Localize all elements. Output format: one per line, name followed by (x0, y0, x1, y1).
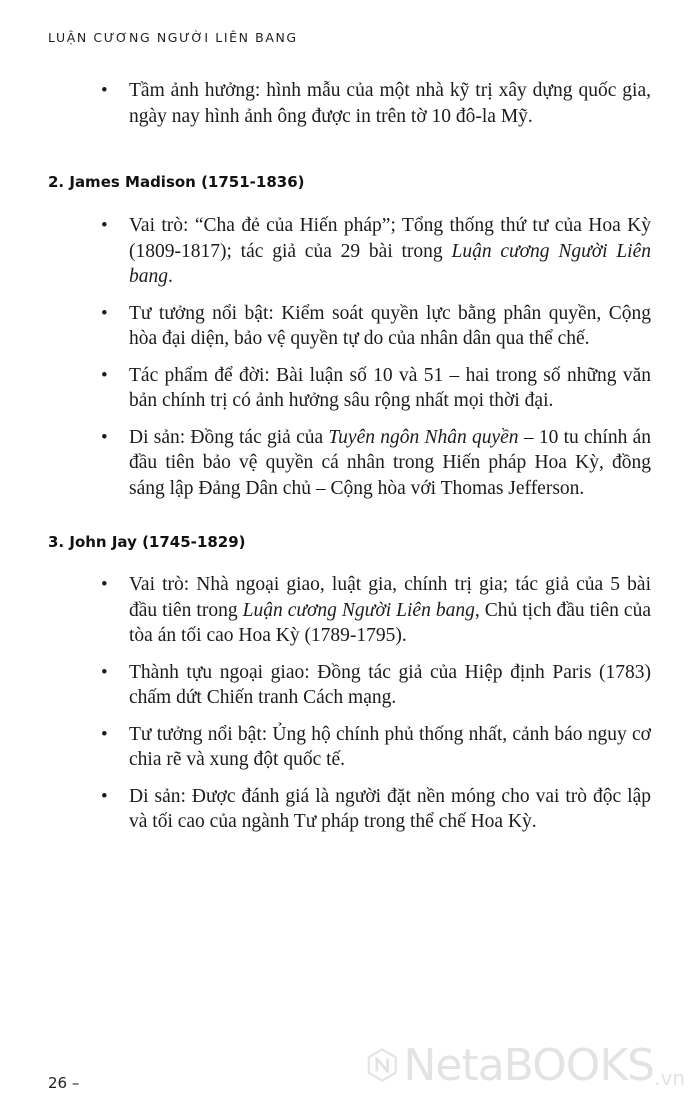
jay-bullet-list (0, 572, 700, 835)
bullet-icon: • (101, 426, 108, 448)
page-number: 26 – (48, 1074, 80, 1092)
list-item (101, 425, 651, 502)
bullet-icon: • (101, 215, 108, 236)
watermark-domain: .vn (654, 1066, 685, 1090)
book-title: Luận cương Người Liên bang (242, 599, 475, 621)
bullet-text: Tầm ảnh hưởng: hình mẫu của một nhà kỹ trị xây dựng quốc gia, ngày nay hình ảnh ông được in trên tờ 10 đô-la Mỹ. (129, 80, 651, 127)
bullet-text: Di sản: Được đánh giá là người đặt nền móng cho vai trò độc lập và tối cao của ngành Tư pháp trong thể chế Hoa Kỳ. (129, 785, 651, 832)
bullet-text: – 10 tu chính án đầu tiên bảo vệ quyền cá nhân trong Hiến pháp Hoa Kỳ, đồng sáng lập Đảng Dân chủ – Cộng hòa với Thomas Jefferson. (129, 426, 651, 499)
list-item (101, 660, 651, 711)
madison-bullet-list (0, 213, 700, 501)
page-content (0, 78, 700, 835)
section-heading-madison: 2. James Madison (1751-1836) (48, 173, 305, 191)
list-item (101, 363, 651, 414)
intro-bullet-list (0, 78, 700, 129)
list-item (101, 784, 651, 835)
bullet-icon: • (101, 574, 108, 595)
bullet-text: Tác phẩm để đời: Bài luận số 10 và 51 – hai trong số những văn bản chính trị có ảnh hưởng sâu rộng nhất mọi thời đại. (129, 364, 651, 411)
bullet-text: , Chủ tịch đầu tiên của tòa án tối cao Hoa Kỳ (1789-1795). (129, 599, 651, 646)
bullet-text: Di sản: Đồng tác giả của (129, 426, 329, 448)
list-item (101, 572, 651, 649)
bullet-text: . (168, 266, 173, 287)
bullet-icon: • (101, 785, 108, 807)
watermark (365, 1020, 685, 1110)
bullet-icon: • (101, 661, 108, 683)
document-title: Tuyên ngôn Nhân quyền (328, 426, 519, 448)
list-item (101, 213, 651, 290)
section-heading-jay: 3. John Jay (1745-1829) (48, 533, 246, 551)
bullet-icon: • (101, 364, 108, 386)
list-item (101, 301, 651, 352)
bullet-icon: • (101, 302, 108, 324)
watermark-brand: NetaBOOKS (403, 1039, 655, 1091)
list-item (101, 78, 651, 129)
book-title: Luận cương Người Liên bang (129, 240, 651, 287)
bullet-text: Tư tưởng nổi bật: Ủng hộ chính phủ thống nhất, cảnh báo nguy cơ chia rẽ và xung đột quốc tế. (129, 723, 651, 770)
watermark-logo-icon (365, 1033, 399, 1097)
bullet-icon: • (101, 723, 108, 745)
list-item (101, 722, 651, 773)
bullet-text: Tư tưởng nổi bật: Kiểm soát quyền lực bằng phân quyền, Cộng hòa đại diện, bảo vệ quyền tự do của nhân dân qua thể chế. (129, 302, 651, 349)
bullet-text: Vai trò: Nhà ngoại giao, luật gia, chính trị gia; tác giả của 5 bài đầu tiên trong (129, 574, 651, 621)
running-head: LUẬN CƯƠNG NGƯỜI LIÊN BANG (48, 30, 298, 45)
bullet-text: Thành tựu ngoại giao: Đồng tác giả của Hiệp định Paris (1783) chấm dứt Chiến tranh Cách mạng. (129, 661, 651, 708)
bullet-text: Vai trò: “Cha đẻ của Hiến pháp”; Tổng thống thứ tư của Hoa Kỳ (1809-1817); tác giả của 29 bài trong (129, 215, 651, 262)
bullet-icon: • (101, 80, 108, 101)
